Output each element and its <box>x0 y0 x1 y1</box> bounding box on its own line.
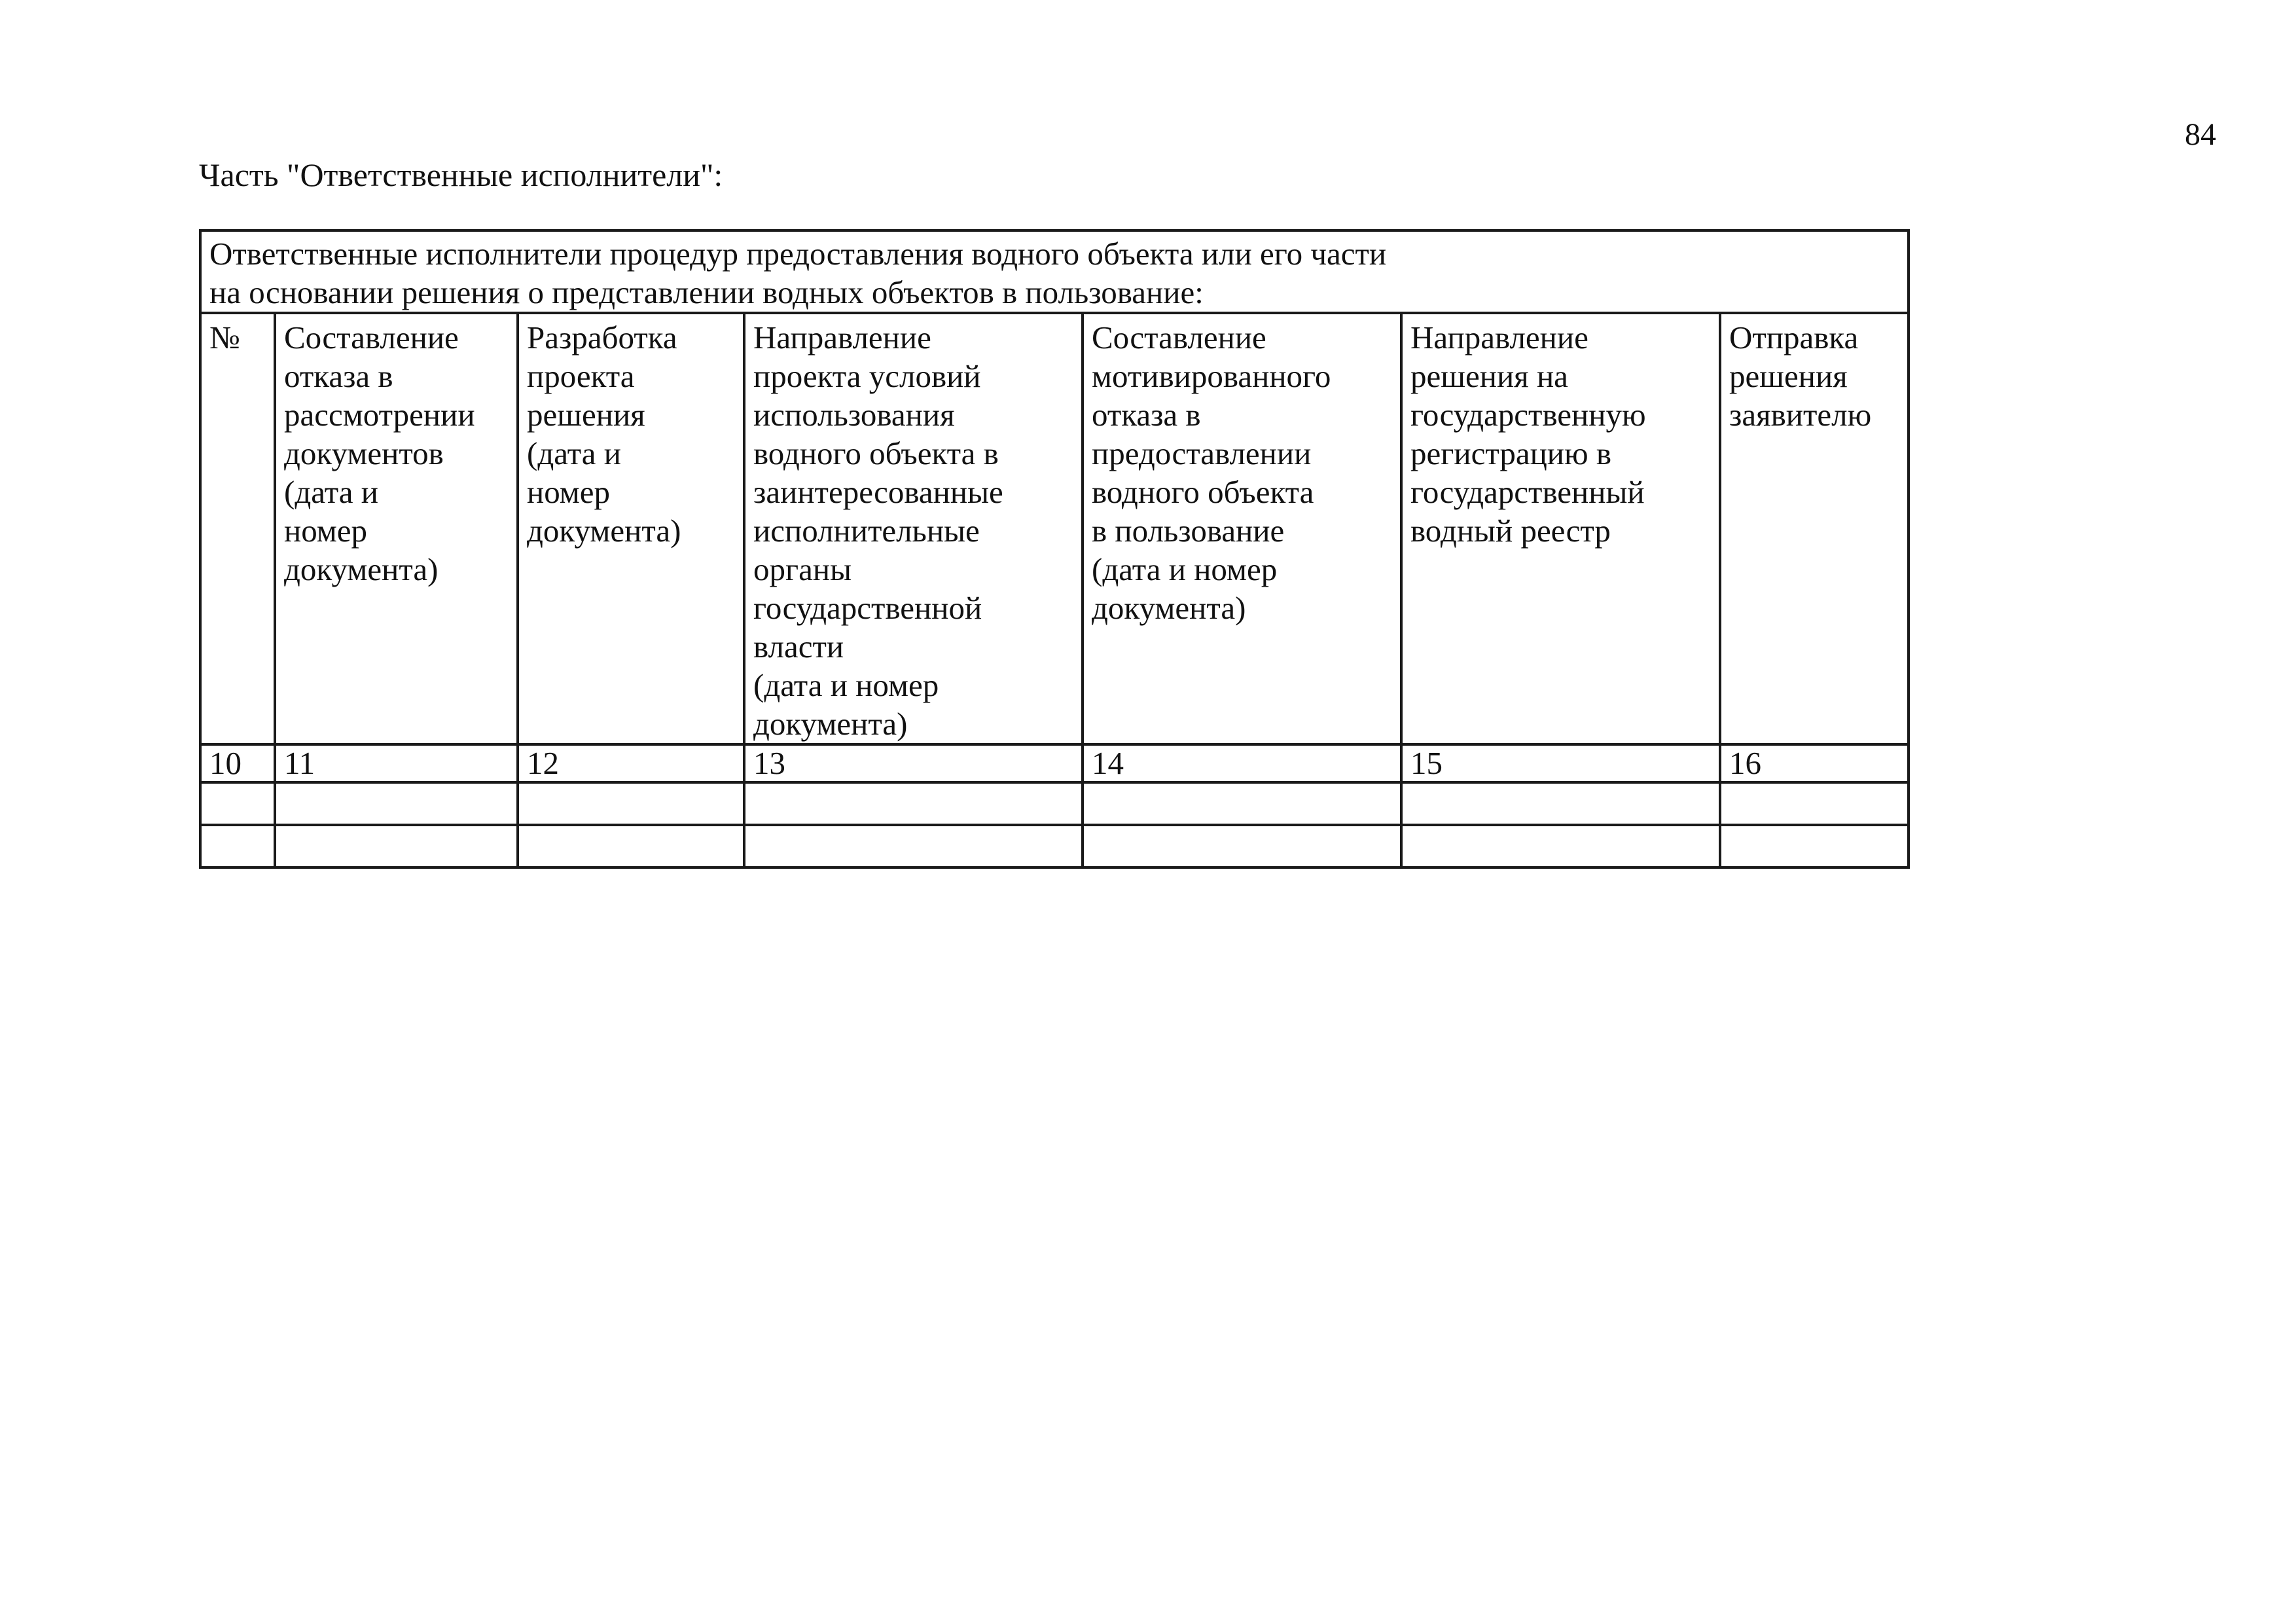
table-row <box>200 825 1909 867</box>
empty-cell <box>200 782 275 825</box>
column-number: 12 <box>518 744 744 782</box>
column-number: 13 <box>744 744 1083 782</box>
empty-cell <box>1401 825 1720 867</box>
column-number: 11 <box>275 744 518 782</box>
empty-cell <box>1720 782 1909 825</box>
table-row <box>200 782 1909 825</box>
empty-cell <box>518 825 744 867</box>
column-number: 16 <box>1720 744 1909 782</box>
page-number: 84 <box>2185 117 2216 152</box>
empty-cell <box>200 825 275 867</box>
empty-cell <box>275 825 518 867</box>
empty-cell <box>744 825 1083 867</box>
empty-cell <box>1720 825 1909 867</box>
table-caption <box>200 230 1909 313</box>
header-send-decision: Отправка решения заявителю <box>1720 313 1909 744</box>
header-state-registration: Направление решения на государственную регистрацию в государственный водный реестр <box>1401 313 1720 744</box>
empty-cell <box>518 782 744 825</box>
column-number: 15 <box>1401 744 1720 782</box>
header-draft-decision: Разработка проекта решения (дата и номер документа) <box>518 313 744 744</box>
table-caption-line-2: на основании решения о представлении водных объектов в пользование: <box>209 274 1204 310</box>
header-refusal-consideration: Составление отказа в рассмотрении документов (дата и номер документа) <box>275 313 518 744</box>
column-number: 10 <box>200 744 275 782</box>
empty-cell <box>1083 825 1401 867</box>
column-numbers-row <box>200 744 1909 782</box>
header-motivated-refusal: Составление мотивированного отказа в предоставлении водного объекта в пользование (дата и номер документа) <box>1083 313 1401 744</box>
column-number: 14 <box>1083 744 1401 782</box>
responsible-executors-table <box>199 229 1910 869</box>
table-header-row <box>200 313 1909 744</box>
empty-cell <box>275 782 518 825</box>
table-caption-line-1: Ответственные исполнители процедур предоставления водного объекта или его части <box>209 236 1387 272</box>
header-number: № <box>200 313 275 744</box>
empty-cell <box>1083 782 1401 825</box>
header-draft-conditions: Направление проекта условий использования водного объекта в заинтересованные исполнительные органы государственной власти (дата и номер документа) <box>744 313 1083 744</box>
empty-cell <box>1401 782 1720 825</box>
section-title: Часть "Ответственные исполнители": <box>199 156 723 193</box>
empty-cell <box>744 782 1083 825</box>
table-caption-row <box>200 230 1909 313</box>
